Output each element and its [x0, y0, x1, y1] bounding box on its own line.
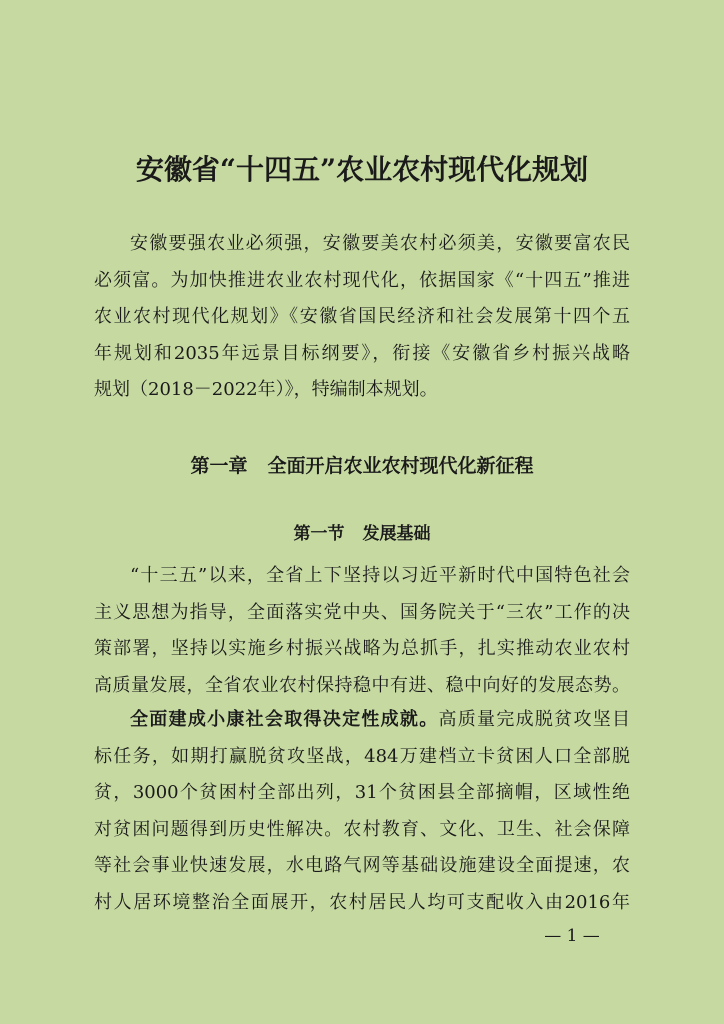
- paragraph-lead-sentence: 全面建成小康社会取得决定性成就。: [130, 709, 439, 730]
- section-title: 发展基础: [362, 524, 431, 544]
- intro-line: 农业农村现代化规划》《安徽省国民经济和社会发展第十四个五: [94, 306, 630, 327]
- page-number: — 1 —: [544, 926, 600, 946]
- paragraph-line: 村人居环境整治全面展开，农村居民人均可支配收入由2016年: [94, 891, 630, 913]
- section-heading: [0, 520, 724, 548]
- paragraph-line: [94, 702, 630, 739]
- paragraph-line: “十三五”以来，全省上下坚持以习近平新时代中国特色社会: [130, 565, 630, 586]
- paragraph-line: 高质量发展，全省农业农村保持稳中有进、稳中向好的发展态势。: [94, 674, 630, 696]
- paragraph-line: 等社会事业快速发展，水电路气网等基础设施建设全面提速，农: [94, 855, 630, 876]
- paragraph-line: 贫，3000个贫困村全部出列，31个贫困县全部摘帽，区域性绝: [94, 782, 630, 803]
- chapter-title: 全面开启农业农村现代化新征程: [267, 455, 534, 477]
- paragraph-xiaokang: [94, 702, 630, 921]
- paragraph-text: 高质量完成脱贫攻坚目: [438, 709, 630, 730]
- intro-line: 规划（2018－2022年）》，特编制本规划。: [94, 379, 438, 400]
- document-title: 安徽省“十四五”农业农村现代化规划: [135, 153, 589, 186]
- paragraph-development-basis: [94, 558, 630, 704]
- chapter-heading: [0, 452, 724, 480]
- intro-paragraph: [94, 226, 630, 409]
- chapter-number: 第一章: [190, 455, 248, 477]
- paragraph-line: 对贫困问题得到历史性解决。农村教育、文化、卫生、社会保障: [94, 818, 630, 840]
- paragraph-line: 标任务，如期打赢脱贫攻坚战，484万建档立卡贫困人口全部脱: [94, 745, 630, 767]
- paragraph-line: 主义思想为指导，全面落实党中央、国务院关于“三农”工作的决: [94, 601, 630, 623]
- intro-line: 必须富。为加快推进农业农村现代化，依据国家《“十四五”推进: [94, 269, 630, 291]
- intro-line: 年规划和2035年远景目标纲要》，衔接《安徽省乡村振兴战略: [94, 342, 630, 364]
- intro-line: 安徽要强农业必须强，安徽要美农村必须美，安徽要富农民: [130, 233, 630, 254]
- section-number: 第一节: [293, 524, 345, 544]
- paragraph-line: 策部署，坚持以实施乡村振兴战略为总抓手，扎实推动农业农村: [94, 638, 630, 659]
